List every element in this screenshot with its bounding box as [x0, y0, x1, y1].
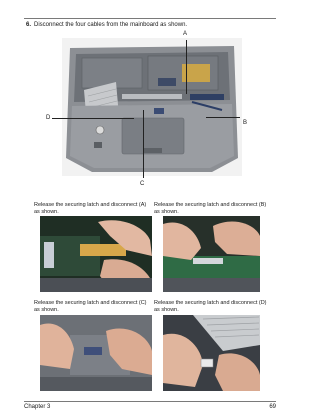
photo-cable-a	[40, 216, 152, 292]
caption-a: Release the securing latch and disconnect (A) as shown.	[34, 202, 147, 215]
callout-a-label: A	[183, 31, 188, 37]
laptop-mainboard-illustration	[62, 38, 242, 176]
photo-cable-a-illustration	[40, 216, 152, 292]
step-instruction	[26, 22, 187, 29]
photo-cable-d-illustration	[163, 315, 260, 391]
callout-b-leader	[206, 117, 240, 118]
callout-a-leader	[186, 40, 187, 94]
caption-b: Release the securing latch and disconnect (B) as shown.	[154, 202, 267, 215]
callout-d-label: D	[46, 115, 51, 121]
photo-cable-c-illustration	[40, 315, 152, 391]
callout-c-label: C	[140, 181, 145, 187]
step-text: Disconnect the four cables from the mainboard as shown.	[34, 22, 188, 28]
footer-rule	[24, 401, 276, 402]
footer-page-number: 69	[269, 404, 276, 410]
photo-cable-b	[163, 216, 275, 292]
callout-d-leader	[52, 118, 134, 119]
caption-d: Release the securing latch and disconnect (D) as shown.	[154, 300, 267, 313]
photo-cable-b-illustration	[163, 216, 260, 292]
caption-c: Release the securing latch and disconnect (C) as shown.	[34, 300, 147, 313]
photo-cable-d	[163, 315, 275, 391]
callout-c-leader	[143, 110, 144, 178]
step-number: 6.	[26, 22, 32, 28]
laptop-mainboard-photo	[62, 38, 242, 176]
callout-b-label: B	[243, 120, 248, 126]
footer-chapter: Chapter 3	[24, 404, 51, 410]
header-rule	[24, 18, 276, 19]
photo-cable-c	[40, 315, 152, 391]
